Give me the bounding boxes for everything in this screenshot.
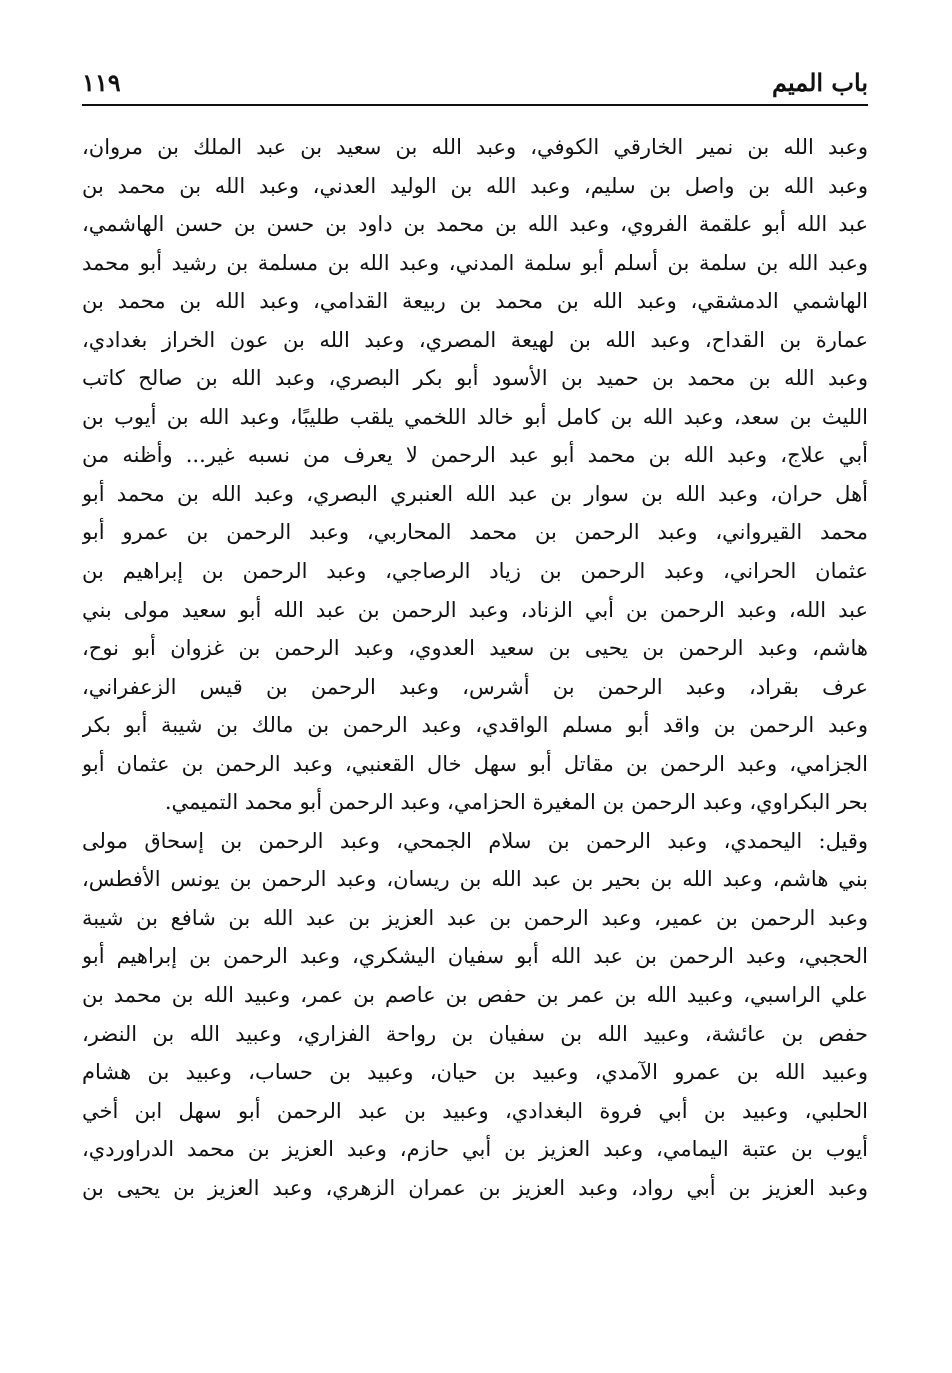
page-body [82, 128, 868, 1207]
text-line: بني هاشم، وعبد الله بن بحير بن عبد الله بن ريسان، وعبد الرحمن بن يونس الأفطس، [82, 867, 868, 892]
text-line: حفص بن عائشة، وعبيد الله بن سفيان بن رواحة الفزاري، وعبيد الله بن النضر، [82, 1021, 868, 1046]
text-line: علي الراسبي، وعبيد الله بن عمر بن حفص بن عاصم بن عمر، وعبيد الله بن محمد بن [82, 983, 868, 1008]
text-line: أيوب بن عتبة اليمامي، وعبد العزيز بن أبي حازم، وعبد العزيز بن محمد الدراوردي، [82, 1137, 868, 1162]
text-line: الحلبي، وعبيد بن أبي فروة البغدادي، وعبيد بن عبد الرحمن أبو سهل ابن أخي [82, 1098, 868, 1123]
text-line: عمارة بن القداح، وعبد الله بن لهيعة المصري، وعبد الله بن عون الخراز بغدادي، [82, 327, 868, 352]
text-line: أهل حران، وعبد الله بن سوار بن عبد الله العنبري البصري، وعبد الله بن محمد أبو [82, 481, 868, 506]
text-line: أبي علاج، وعبد الله بن محمد أبو عبد الرحمن لا يعرف من نسبه غير... وأظنه من [82, 443, 868, 468]
text-line: الليث بن سعد، وعبد الله بن كامل أبو خالد اللخمي يلقب طليبًا، وعبد الله بن أيوب بن [82, 404, 868, 429]
text-line: وعبد الله بن سلمة بن أسلم أبو سلمة المدني، وعبد الله بن مسلمة بن رشيد أبو محمد [82, 250, 868, 275]
text-line: عثمان الحراني، وعبد الرحمن بن زياد الرصاجي، وعبد الرحمن بن إبراهيم بن [82, 559, 868, 584]
page-number: ١١٩ [82, 68, 121, 97]
text-line: الجزامي، وعبد الرحمن بن مقاتل أبو سهل خال القعنبي، وعبد الرحمن بن عثمان أبو [82, 751, 868, 776]
text-line: عبد الله، وعبد الرحمن بن أبي الزناد، وعبد الرحمن بن عبد الله أبو سعيد مولى بني [82, 597, 868, 622]
text-line: محمد القيرواني، وعبد الرحمن بن محمد المحاربي، وعبد الرحمن بن عمرو أبو [82, 520, 868, 545]
text-line: بحر البكراوي، وعبد الرحمن بن المغيرة الحزامي، وعبد الرحمن أبو محمد التميمي. [164, 790, 868, 815]
text-line: عرف بقراد، وعبد الرحمن بن أشرس، وعبد الرحمن بن قيس الزعفراني، [82, 674, 868, 699]
text-line: عبد الله أبو علقمة الفروي، وعبد الله بن محمد بن داود بن حسن بن حسن الهاشمي، [82, 212, 868, 237]
text-line: وعبد الله بن نمير الخارقي الكوفي، وعبد الله بن سعيد بن عبد الملك بن مروان، [82, 135, 868, 159]
header-divider [82, 104, 868, 106]
text-line: وعبد العزيز بن أبي رواد، وعبد العزيز بن عمران الزهري، وعبد العزيز بن يحيى بن [82, 1175, 868, 1200]
text-line: وعبد الرحمن بن عمير، وعبد الرحمن بن عبد العزيز بن عبد الله بن شافع بن شيبة [82, 905, 868, 930]
text-line: الهاشمي الدمشقي، وعبد الله بن محمد بن ربيعة القدامي، وعبد الله بن محمد بن [82, 289, 868, 314]
text-line: الحجبي، وعبد الرحمن بن عبد الله أبو سفيان اليشكري، وعبد الرحمن بن إبراهيم أبو [82, 944, 868, 969]
text-line: هاشم، وعبد الرحمن بن يحيى بن سعيد العدوي، وعبد الرحمن بن غزوان أبو نوح، [82, 636, 868, 661]
text-line: وعبيد الله بن عمرو الآمدي، وعبيد بن حيان، وعبيد بن حساب، وعبيد بن هشام [82, 1060, 868, 1085]
text-line: وعبد الرحمن بن واقد أبو مسلم الواقدي، وعبد الرحمن بن مالك بن شيبة أبو بكر [82, 713, 868, 738]
text-line: وقيل: اليحمدي، وعبد الرحمن بن سلام الجمحي، وعبد الرحمن بن إسحاق مولى [82, 828, 868, 853]
page-header [82, 66, 868, 100]
text-line: وعبد الله بن محمد بن حميد بن الأسود أبو بكر البصري، وعبد الله بن صالح كاتب [82, 366, 868, 391]
chapter-title: باب الميم [771, 68, 868, 97]
text-line: وعبد الله بن واصل بن سليم، وعبد الله بن الوليد العدني، وعبد الله بن محمد بن [82, 173, 868, 198]
